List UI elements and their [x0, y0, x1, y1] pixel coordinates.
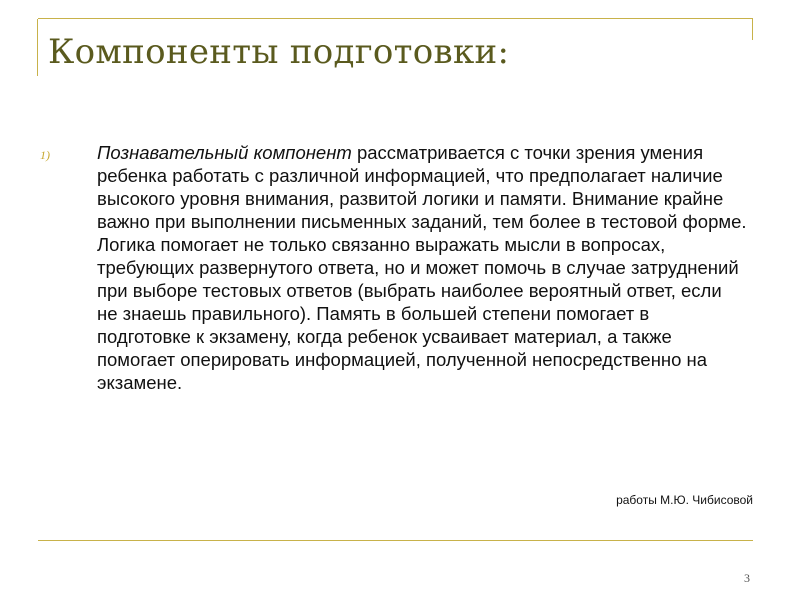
body-paragraph [97, 141, 747, 394]
bullet-marker: 1) [40, 148, 50, 162]
page-number: 3 [744, 571, 750, 585]
paragraph-text: рассматривается с точки зрения умения ребенка работать с различной информацией, что предполагает наличие высокого уровня внимания, развитой логики и памяти. Внимание крайне важно при выполнении письменных заданий, тем более в тестовой форме. Логика помогает не только связанно выражать мысли в вопросах, требующих развернутого ответа, но и может помочь в случае затруднений при выборе тестовых ответов (выбрать наиболее вероятный ответ, если не знаешь правильного). Память в большей степени помогает в подготовке к экзамену, когда ребенок усваивает материал, а также помогает оперировать информацией, полученной непосредственно на экзамене. [97, 142, 747, 393]
credit-text: работы М.Ю. Чибисовой [616, 493, 753, 507]
paragraph-emphasis: Познавательный компонент [97, 142, 352, 163]
frame-line-right [752, 18, 753, 40]
slide-title: Компоненты подготовки: [48, 32, 510, 72]
frame-line-top [38, 18, 753, 19]
frame-line-left [37, 19, 38, 76]
frame-line-bottom [38, 540, 753, 541]
